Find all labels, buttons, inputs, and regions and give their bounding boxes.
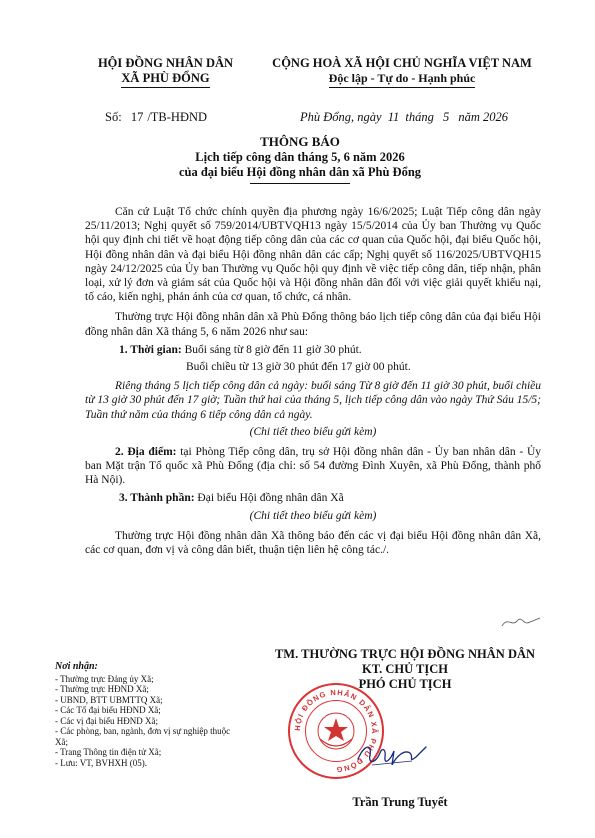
document-title-block <box>60 134 540 184</box>
national-title: CỘNG HOÀ XÃ HỘI CHỦ NGHĨA VIỆT NAM <box>272 56 532 70</box>
date-day: 11 <box>387 110 400 124</box>
announcement-paragraph: Thường trực Hội đồng nhân dân xã Phù Đổng thông báo lịch tiếp công dân của đại biểu Hội đồng nhân dân Xã tháng 5, 6 năm 2026 như sau: <box>85 311 541 338</box>
section-time-note: Riêng tháng 5 lịch tiếp công dân cả ngày: buổi sáng Từ 8 giờ đến 11 giờ 30 phút, buổi chiều từ 13 giờ 30 phút đến 17 giờ; Tuần thứ hai của tháng 5, lịch tiếp công dân vào ngày Thứ Sáu 15/5; Tuần thứ năm của tháng 6 tiếp công dân cả ngày. <box>85 380 541 421</box>
closing-paragraph: Thường trực Hội đồng nhân dân Xã thông báo đến các vị đại biểu Hội đồng nhân dân Xã, các cơ quan, đơn vị và công dân biết, thuận tiện liên hệ công tác./. <box>85 530 541 557</box>
seal-text: HỘI ĐỒNG NHÂN DÂN XÃ PHÙ ĐỔNG <box>292 687 380 775</box>
document-number-value: 17 <box>130 110 144 124</box>
title-divider <box>250 183 350 184</box>
recipients-block <box>55 662 240 768</box>
section-location <box>85 445 541 488</box>
section-members <box>85 491 541 505</box>
section-time-morning: Buổi sáng từ 8 giờ đến 11 giờ 30 phút. <box>184 343 362 356</box>
recipient-item: - Trang Thông tin điện tử Xã; <box>55 747 162 757</box>
recipient-item: - Lưu: VT, BVHXH (05). <box>55 757 148 768</box>
issuer-name: HỘI ĐỒNG NHÂN DÂN <box>97 56 234 70</box>
section-members-text: Đại biểu Hội đồng nhân dân Xã <box>197 491 344 504</box>
recipient-item: - Các Tổ đại biểu HĐND Xã; <box>55 705 161 715</box>
detail-note-2: (Chi tiết theo biểu gửi kèm) <box>249 509 377 522</box>
document-title: THÔNG BÁO <box>260 134 340 149</box>
legal-basis-paragraph: Căn cứ Luật Tổ chức chính quyền địa phương ngày 16/6/2025; Luật Tiếp công dân ngày 25/11/2013; Nghị quyết số 759/2014/UBTVQH13 ngày 15/5/2014 của Ủy ban Thường vụ Quốc hội quy định chi tiết về hoạt động tiếp công dân của các cơ quan của Quốc hội, đại biểu Quốc hội, Hội đồng nhân dân và đại biểu Hội đồng nhân dân các cấp; Nghị quyết số 116/2025/UBTVQH15 ngày 24/12/2025 của Ủy ban Thường vụ Quốc hội quy định về việc tiếp công dân, tiếp nhận, phân loại, xử lý đơn và giám sát của Quốc hội và Hội đồng nhân dân đối với việc giải quyết khiếu nại, tố cáo, kiến nghị, phản ánh của cơ quan, tổ chức, cá nhân. <box>85 206 541 304</box>
recipient-item: - Thường trực HĐND Xã; <box>55 684 149 694</box>
date-month: 5 <box>443 110 450 124</box>
document-number: Số: 17 /TB-HĐND <box>105 110 208 124</box>
section-time <box>85 343 541 357</box>
section-time-label: 1. Thời gian: <box>119 343 182 356</box>
recipient-item: - UBND, BTT UBMTTQ Xã; <box>55 694 163 705</box>
issuer-commune: XÃ PHÙ ĐỔNG <box>121 71 209 88</box>
section-location-label: 2. Địa điểm: <box>115 446 177 459</box>
recipients-title: Nơi nhận: <box>55 661 98 672</box>
section-time-afternoon: Buổi chiều từ 13 giờ 30 phút đến 17 giờ 00 phút. <box>186 361 411 374</box>
national-motto: Độc lập - Tự do - Hạnh phúc <box>329 71 476 88</box>
signature-acting: KT. CHỦ TỊCH <box>361 662 448 676</box>
initial-mark <box>500 612 542 632</box>
document-body <box>85 205 541 557</box>
signature-position: PHÓ CHỦ TỊCH <box>358 677 452 691</box>
issuer-block <box>78 56 253 88</box>
recipient-item: - Thường trực Đảng ủy Xã; <box>55 673 154 684</box>
recipient-item: - Các phòng, ban, ngành, đơn vị sự nghiệp thuộc Xã; <box>55 726 231 747</box>
document-date: Phù Đổng, ngày 11 tháng 5 năm 2026 <box>300 110 509 124</box>
signature-authority: TM. THƯỜNG TRỰC HỘI ĐỒNG NHÂN DÂN <box>274 647 536 661</box>
document-subtitle: Lịch tiếp công dân tháng 5, 6 năm 2026 <box>195 150 405 164</box>
section-members-label: 3. Thành phần: <box>119 491 195 504</box>
signer-name: Trần Trung Tuyết <box>352 795 448 809</box>
section-location-text: tại Phòng Tiếp công dân, trụ sở Hội đồng nhân dân - Ủy ban nhân dân - Ủy ban Mặt trận Tổ quốc xã Phù Đổng (địa chỉ: số 54 đường Đình Xuyên, xã Phù Đổng, thành phố Hà Nội). <box>85 446 542 487</box>
handwritten-signature <box>352 735 432 773</box>
national-header <box>252 56 552 88</box>
detail-note-1: (Chi tiết theo biểu gửi kèm) <box>249 425 377 438</box>
recipient-item: - Các vị đại biểu HĐND Xã; <box>55 715 158 726</box>
document-subtitle-2: của đại biểu Hội đồng nhân dân xã Phù Đổng <box>178 165 422 179</box>
